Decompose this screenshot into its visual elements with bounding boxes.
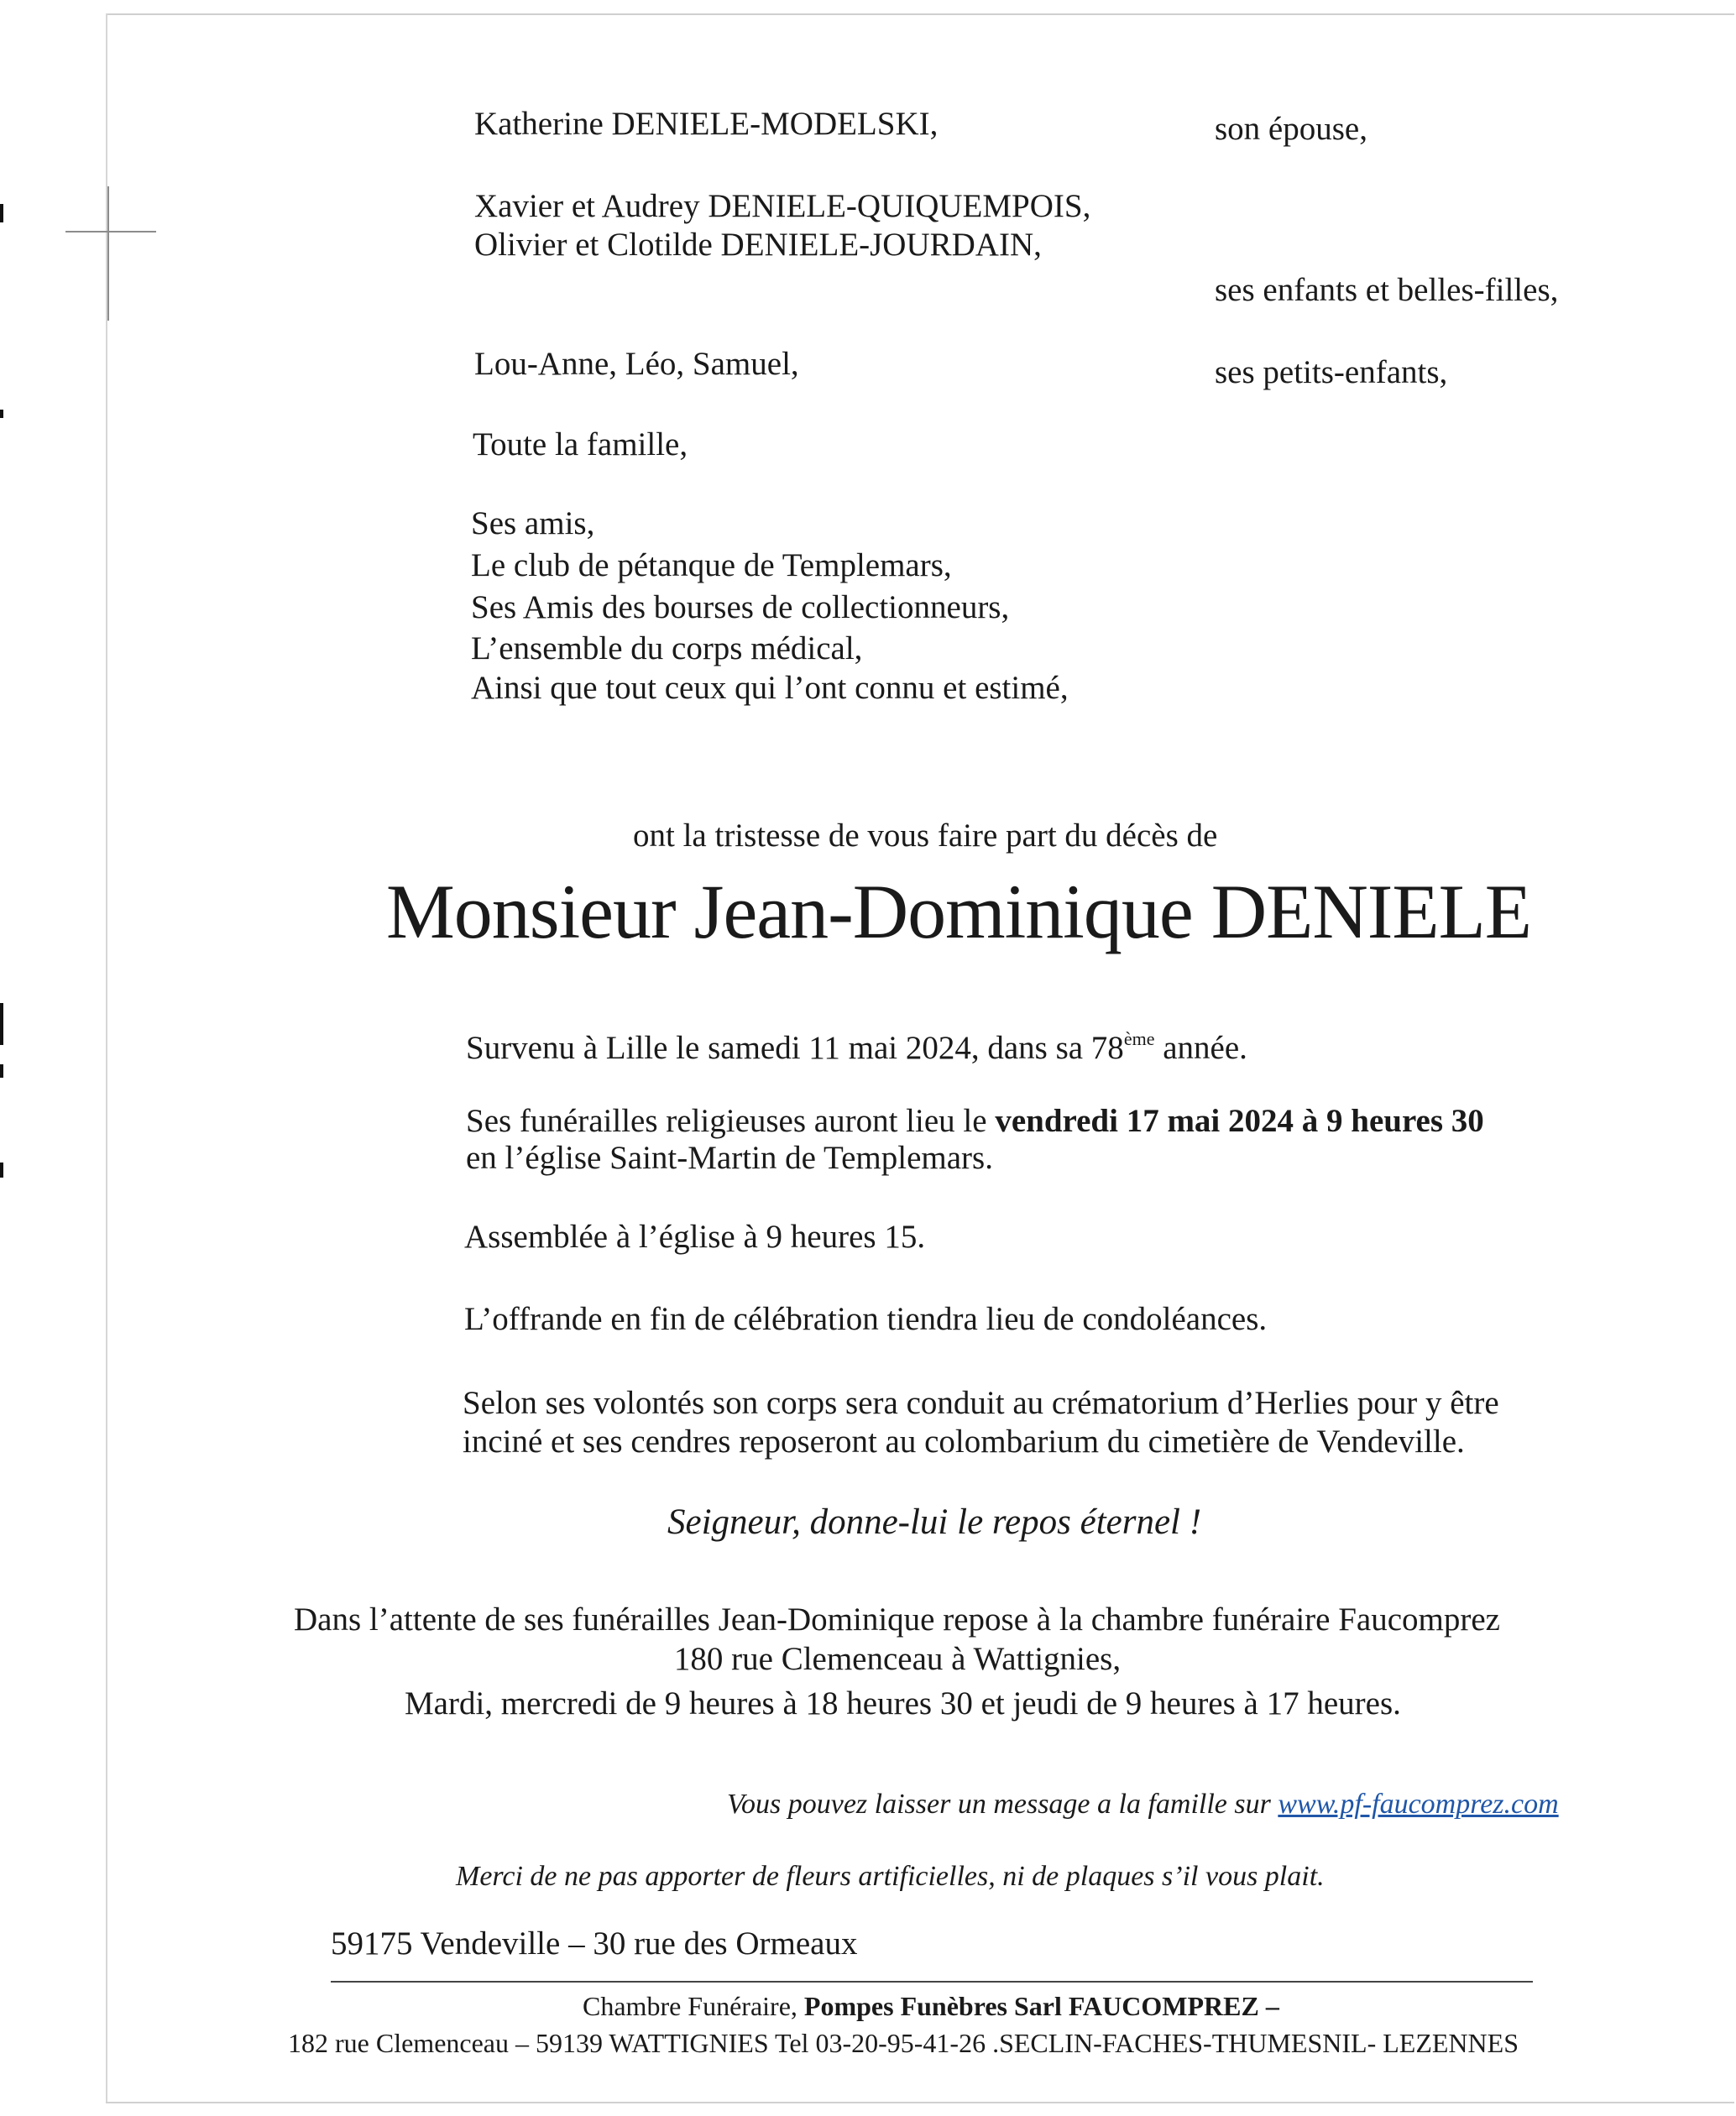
grandchildren-role: ses petits-enfants, xyxy=(1215,354,1448,390)
death-notice xyxy=(466,1019,1247,1068)
footer-company-label: Chambre Funéraire, xyxy=(583,1991,804,2021)
footer-divider xyxy=(331,1981,1533,1983)
scan-mark xyxy=(0,1003,3,1045)
cremation-line-1: Selon ses volontés son corps sera conduit au crématorium d’Herlies pour y être xyxy=(463,1385,1499,1421)
spouse-role: son épouse, xyxy=(1215,111,1367,147)
footer-address: 182 rue Clemenceau – 59139 WATTIGNIES Tel 03-20-95-41-26 .SECLIN-FACHES-THUMESNIL- LEZENNES xyxy=(288,2028,1519,2058)
prayer: Seigneur, donne-lui le repos éternel ! xyxy=(667,1502,1202,1542)
death-superscript: ème xyxy=(1123,1028,1155,1049)
spouse-name: Katherine DENIELE-MODELSKI, xyxy=(474,106,939,142)
message-note xyxy=(727,1784,1559,1824)
rest-location-line-3: Mardi, mercredi de 9 heures à 18 heures 30 et jeudi de 9 heures à 17 heures. xyxy=(405,1685,1401,1722)
footer-company xyxy=(583,1989,1279,2023)
rest-location-line-1: Dans l’attente de ses funérailles Jean-Dominique repose à la chambre funéraire Faucomprez xyxy=(294,1601,1500,1638)
website-link[interactable]: www.pf-faucomprez.com xyxy=(1278,1789,1559,1820)
grandchildren: Lou-Anne, Léo, Samuel, xyxy=(474,346,799,382)
scan-mark xyxy=(0,1162,3,1178)
children-role: ses enfants et belles-filles, xyxy=(1215,272,1559,308)
announcement-intro: ont la tristesse de vous faire part du décès de xyxy=(633,818,1218,854)
friends-line: Ainsi que tout ceux qui l’ont connu et estimé, xyxy=(471,670,1069,706)
flowers-note: Merci de ne pas apporter de fleurs artificielles, ni de plaques s’il vous plait. xyxy=(456,1861,1325,1892)
funeral-date-line xyxy=(466,1101,1484,1141)
funeral-date: vendredi 17 mai 2024 à 9 heures 30 xyxy=(995,1103,1484,1139)
family-address: 59175 Vendeville – 30 rue des Ormeaux xyxy=(331,1925,858,1962)
friends-line: Ses Amis des bourses de collectionneurs, xyxy=(471,589,1010,625)
scan-mark xyxy=(0,204,3,222)
page-border-bottom xyxy=(106,2102,1734,2103)
offering-note: L’offrande en fin de célébration tiendra lieu de condoléances. xyxy=(464,1301,1268,1337)
whole-family: Toute la famille, xyxy=(473,426,688,462)
deceased-name: Monsieur Jean-Dominique DENIELE xyxy=(386,869,1532,954)
message-text: Vous pouvez laisser un message a la famille sur xyxy=(727,1789,1278,1820)
funeral-text: Ses funérailles religieuses auront lieu le xyxy=(466,1103,996,1139)
children-line-2: Olivier et Clotilde DENIELE-JOURDAIN, xyxy=(474,227,1042,263)
death-text: Survenu à Lille le samedi 11 mai 2024, dans sa 78 xyxy=(466,1030,1124,1066)
page-border-left xyxy=(106,13,107,2103)
cremation-line-2: inciné et ses cendres reposeront au colombarium du cimetière de Vendeville. xyxy=(463,1424,1465,1460)
assembly-time: Assemblée à l’église à 9 heures 15. xyxy=(464,1219,926,1255)
cross-icon-vertical xyxy=(107,186,109,321)
scan-mark xyxy=(0,410,3,418)
cross-icon-horizontal xyxy=(65,231,156,232)
friends-line: Ses amis, xyxy=(471,505,595,541)
friends-line: L’ensemble du corps médical, xyxy=(471,630,863,666)
footer-company-name: Pompes Funèbres Sarl FAUCOMPREZ – xyxy=(803,1991,1279,2021)
friends-line: Le club de pétanque de Templemars, xyxy=(471,547,952,583)
rest-location-line-2: 180 rue Clemenceau à Wattignies, xyxy=(673,1641,1122,1677)
death-end: année. xyxy=(1154,1030,1247,1066)
page-border-top xyxy=(106,13,1734,15)
scan-mark xyxy=(0,1064,3,1078)
funeral-place: en l’église Saint-Martin de Templemars. xyxy=(466,1140,993,1176)
children-line-1: Xavier et Audrey DENIELE-QUIQUEMPOIS, xyxy=(474,188,1091,224)
